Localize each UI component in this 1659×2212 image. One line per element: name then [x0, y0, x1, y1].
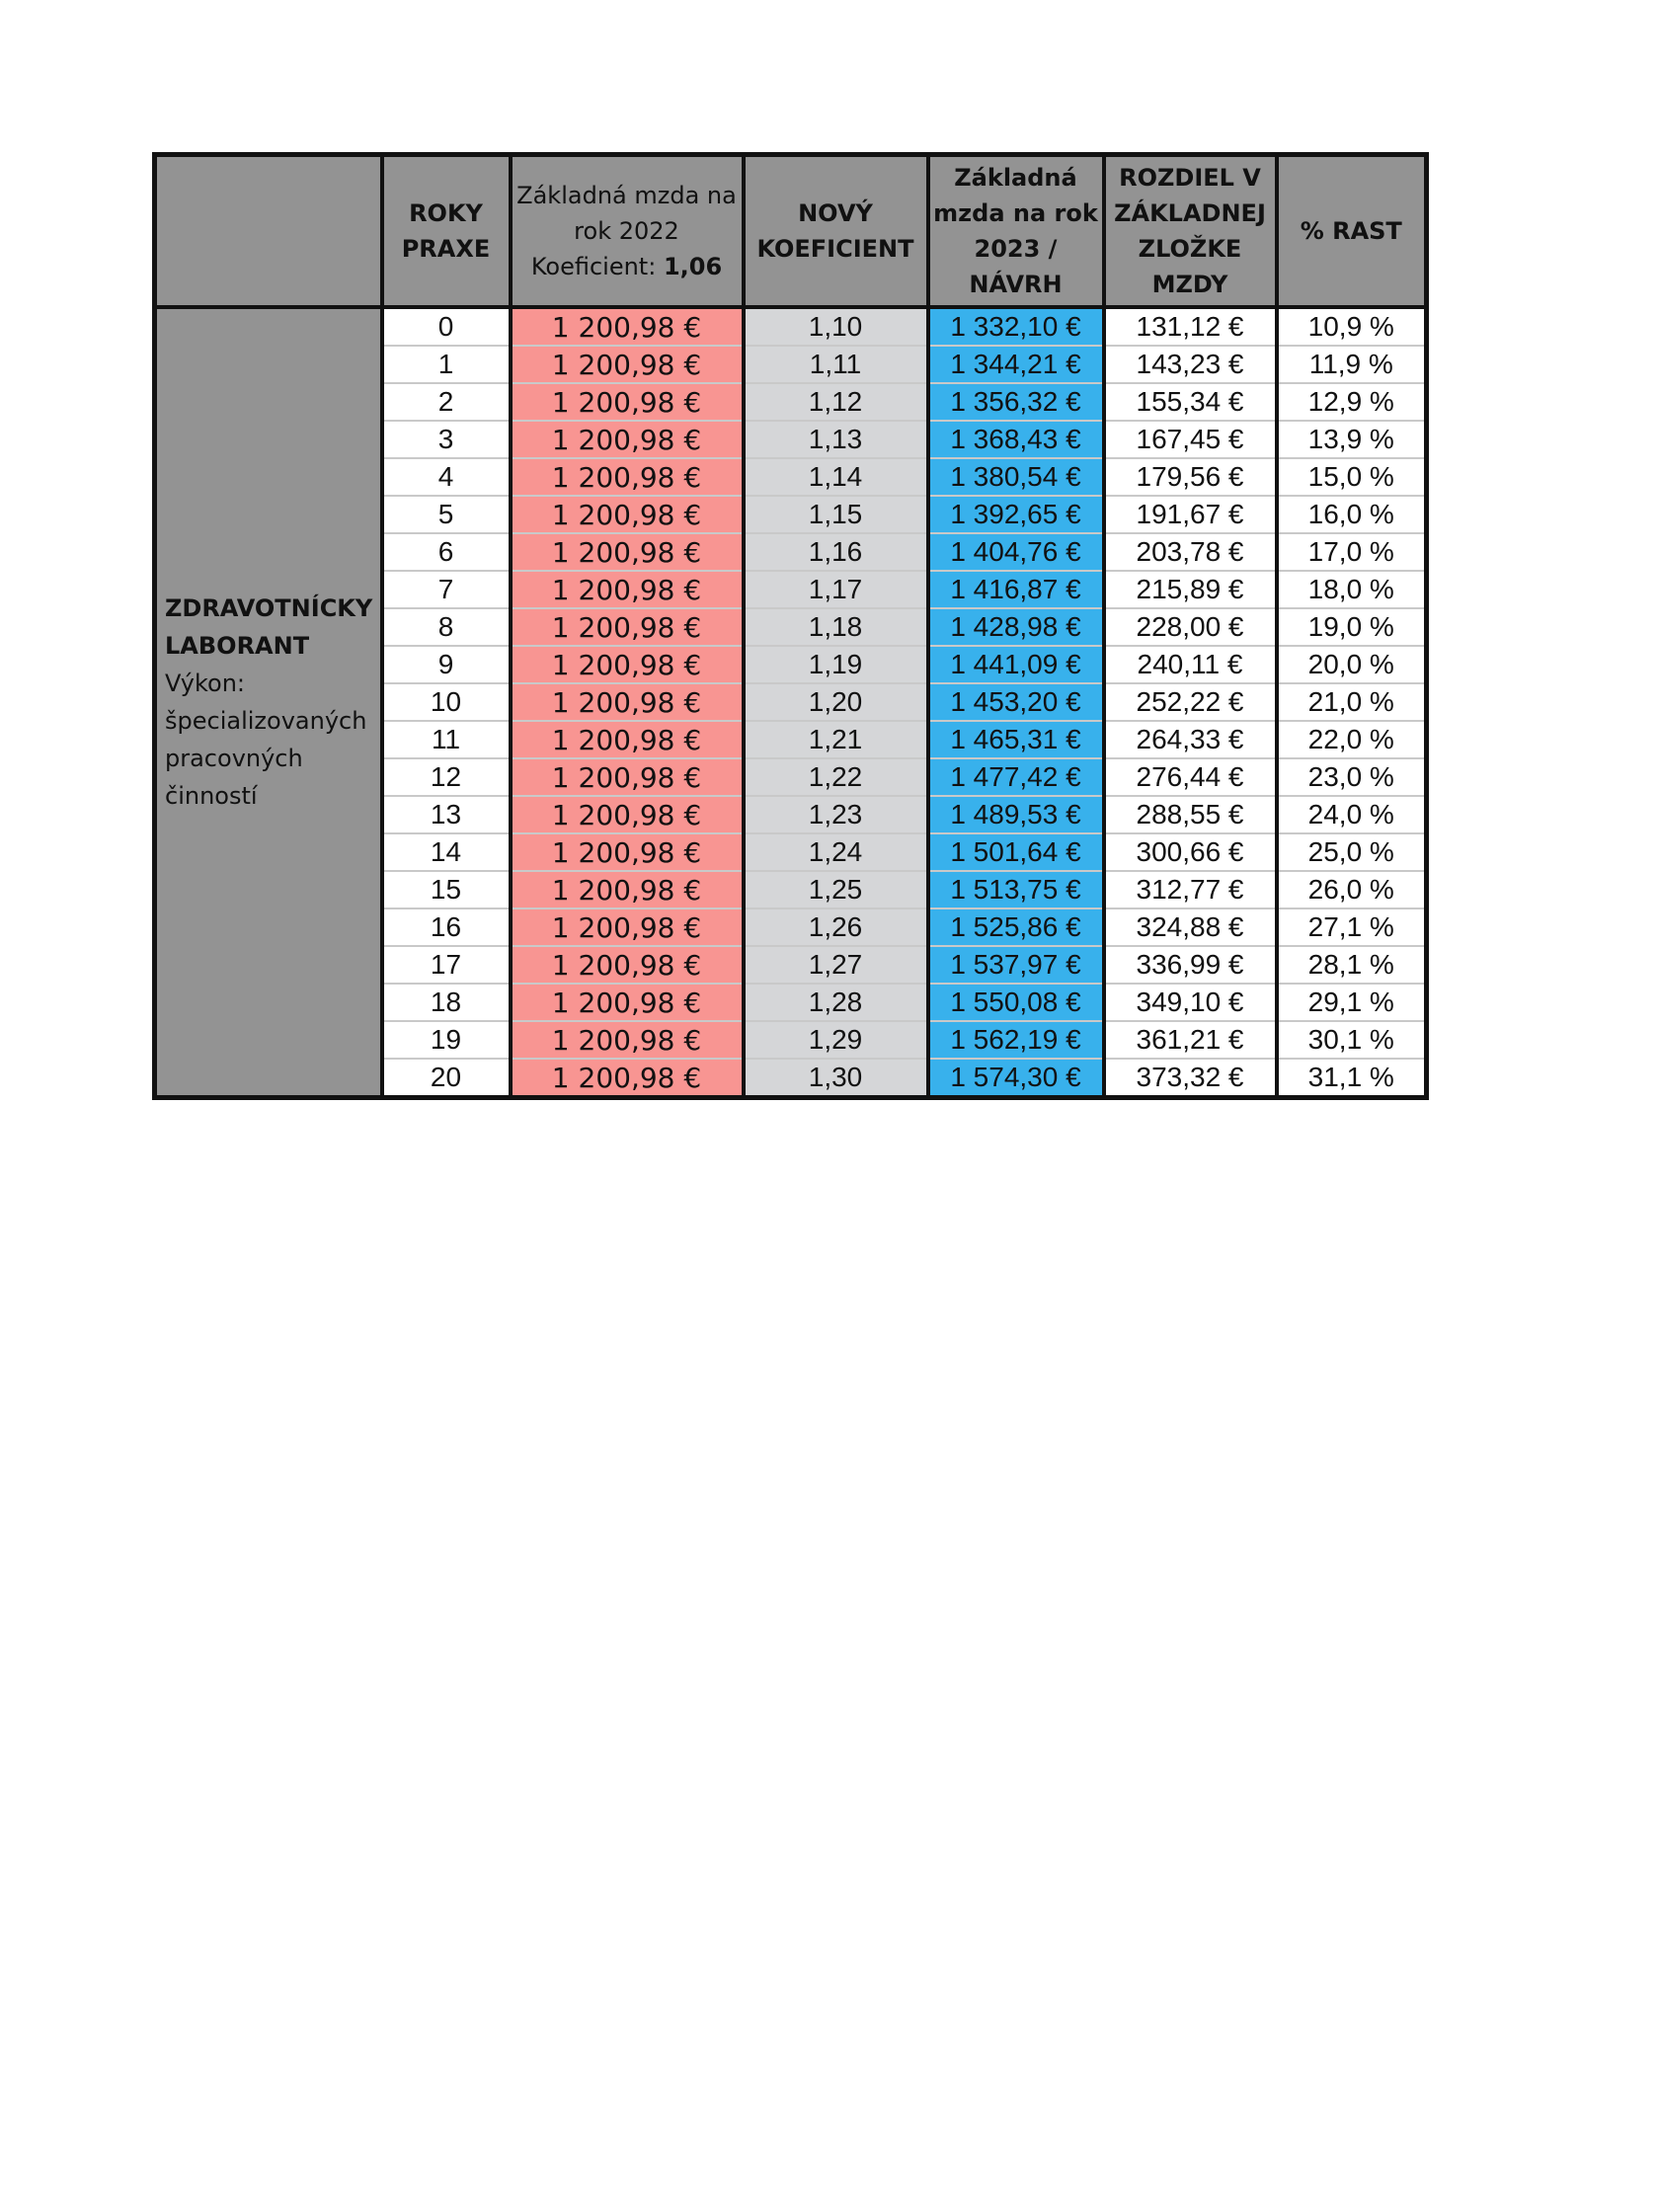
cell-wage-2022: 1 200,98 €: [511, 908, 744, 946]
header-row: [155, 155, 1427, 308]
header-new-coef: NOVÝ KOEFICIENT: [744, 155, 928, 308]
header-coef-label: Koeficient:: [530, 253, 657, 280]
cell-growth: 29,1 %: [1277, 984, 1427, 1021]
cell-growth: 13,9 %: [1277, 421, 1427, 458]
cell-wage-2022: 1 200,98 €: [511, 1059, 744, 1098]
cell-growth: 24,0 %: [1277, 796, 1427, 833]
cell-years: 17: [382, 946, 511, 984]
cell-growth: 25,0 %: [1277, 833, 1427, 871]
cell-growth: 21,0 %: [1277, 683, 1427, 721]
cell-wage-2023: 1 550,08 €: [928, 984, 1104, 1021]
cell-new-coef: 1,14: [744, 458, 928, 496]
cell-difference: 228,00 €: [1104, 608, 1277, 646]
cell-difference: 252,22 €: [1104, 683, 1277, 721]
table-row: [155, 307, 1427, 346]
cell-growth: 16,0 %: [1277, 496, 1427, 533]
cell-wage-2022: 1 200,98 €: [511, 758, 744, 796]
header-difference: ROZDIEL V ZÁKLADNEJ ZLOŽKE MZDY: [1104, 155, 1277, 308]
cell-growth: 15,0 %: [1277, 458, 1427, 496]
cell-new-coef: 1,12: [744, 383, 928, 421]
header-wage-2022-label: Základná mzda na rok 2022: [516, 182, 737, 245]
cell-wage-2022: 1 200,98 €: [511, 383, 744, 421]
cell-new-coef: 1,20: [744, 683, 928, 721]
cell-growth: 26,0 %: [1277, 871, 1427, 908]
cell-wage-2023: 1 465,31 €: [928, 721, 1104, 758]
header-category: [155, 155, 382, 308]
cell-new-coef: 1,10: [744, 307, 928, 346]
cell-new-coef: 1,26: [744, 908, 928, 946]
cell-years: 1: [382, 346, 511, 383]
cell-difference: 312,77 €: [1104, 871, 1277, 908]
cell-wage-2023: 1 332,10 €: [928, 307, 1104, 346]
cell-years: 8: [382, 608, 511, 646]
salary-table: [152, 152, 1429, 1100]
cell-growth: 11,9 %: [1277, 346, 1427, 383]
cell-wage-2022: 1 200,98 €: [511, 833, 744, 871]
cell-years: 9: [382, 646, 511, 683]
cell-new-coef: 1,24: [744, 833, 928, 871]
cell-wage-2023: 1 477,42 €: [928, 758, 1104, 796]
cell-years: 12: [382, 758, 511, 796]
cell-years: 16: [382, 908, 511, 946]
cell-wage-2023: 1 537,97 €: [928, 946, 1104, 984]
cell-difference: 203,78 €: [1104, 533, 1277, 571]
cell-difference: 324,88 €: [1104, 908, 1277, 946]
cell-new-coef: 1,22: [744, 758, 928, 796]
cell-growth: 17,0 %: [1277, 533, 1427, 571]
cell-wage-2022: 1 200,98 €: [511, 871, 744, 908]
cell-new-coef: 1,17: [744, 571, 928, 608]
cell-new-coef: 1,13: [744, 421, 928, 458]
cell-wage-2023: 1 574,30 €: [928, 1059, 1104, 1098]
cell-wage-2023: 1 392,65 €: [928, 496, 1104, 533]
category-cell: [155, 307, 382, 1098]
cell-wage-2022: 1 200,98 €: [511, 608, 744, 646]
cell-new-coef: 1,29: [744, 1021, 928, 1059]
cell-new-coef: 1,27: [744, 946, 928, 984]
cell-new-coef: 1,21: [744, 721, 928, 758]
cell-years: 7: [382, 571, 511, 608]
cell-wage-2023: 1 416,87 €: [928, 571, 1104, 608]
cell-wage-2022: 1 200,98 €: [511, 421, 744, 458]
cell-new-coef: 1,18: [744, 608, 928, 646]
cell-wage-2022: 1 200,98 €: [511, 796, 744, 833]
cell-new-coef: 1,23: [744, 796, 928, 833]
cell-wage-2022: 1 200,98 €: [511, 307, 744, 346]
cell-wage-2023: 1 489,53 €: [928, 796, 1104, 833]
cell-difference: 131,12 €: [1104, 307, 1277, 346]
cell-years: 0: [382, 307, 511, 346]
cell-years: 13: [382, 796, 511, 833]
cell-years: 14: [382, 833, 511, 871]
cell-wage-2022: 1 200,98 €: [511, 683, 744, 721]
cell-difference: 288,55 €: [1104, 796, 1277, 833]
cell-wage-2023: 1 380,54 €: [928, 458, 1104, 496]
cell-growth: 19,0 %: [1277, 608, 1427, 646]
cell-new-coef: 1,11: [744, 346, 928, 383]
cell-growth: 28,1 %: [1277, 946, 1427, 984]
cell-new-coef: 1,25: [744, 871, 928, 908]
category-subtitle: Výkon: špecializovaných pracovných činností: [165, 670, 367, 810]
cell-new-coef: 1,16: [744, 533, 928, 571]
cell-new-coef: 1,15: [744, 496, 928, 533]
cell-wage-2023: 1 501,64 €: [928, 833, 1104, 871]
cell-growth: 10,9 %: [1277, 307, 1427, 346]
cell-wage-2023: 1 368,43 €: [928, 421, 1104, 458]
header-growth: % RAST: [1277, 155, 1427, 308]
cell-years: 19: [382, 1021, 511, 1059]
cell-wage-2022: 1 200,98 €: [511, 1021, 744, 1059]
header-wage-2022: [511, 155, 744, 308]
cell-difference: 240,11 €: [1104, 646, 1277, 683]
cell-years: 6: [382, 533, 511, 571]
cell-wage-2022: 1 200,98 €: [511, 533, 744, 571]
cell-wage-2022: 1 200,98 €: [511, 571, 744, 608]
cell-wage-2022: 1 200,98 €: [511, 646, 744, 683]
table-body: [155, 307, 1427, 1098]
cell-growth: 31,1 %: [1277, 1059, 1427, 1098]
cell-growth: 27,1 %: [1277, 908, 1427, 946]
cell-years: 11: [382, 721, 511, 758]
cell-growth: 23,0 %: [1277, 758, 1427, 796]
cell-difference: 349,10 €: [1104, 984, 1277, 1021]
cell-difference: 215,89 €: [1104, 571, 1277, 608]
cell-years: 4: [382, 458, 511, 496]
cell-difference: 155,34 €: [1104, 383, 1277, 421]
cell-wage-2023: 1 513,75 €: [928, 871, 1104, 908]
cell-years: 15: [382, 871, 511, 908]
cell-years: 18: [382, 984, 511, 1021]
cell-growth: 30,1 %: [1277, 1021, 1427, 1059]
cell-difference: 167,45 €: [1104, 421, 1277, 458]
header-coef-value: 1,06: [663, 253, 723, 280]
cell-wage-2022: 1 200,98 €: [511, 984, 744, 1021]
cell-wage-2023: 1 404,76 €: [928, 533, 1104, 571]
cell-wage-2022: 1 200,98 €: [511, 946, 744, 984]
cell-difference: 179,56 €: [1104, 458, 1277, 496]
cell-wage-2023: 1 562,19 €: [928, 1021, 1104, 1059]
cell-growth: 22,0 %: [1277, 721, 1427, 758]
cell-difference: 361,21 €: [1104, 1021, 1277, 1059]
cell-wage-2022: 1 200,98 €: [511, 458, 744, 496]
cell-years: 10: [382, 683, 511, 721]
cell-years: 5: [382, 496, 511, 533]
cell-wage-2023: 1 525,86 €: [928, 908, 1104, 946]
cell-difference: 191,67 €: [1104, 496, 1277, 533]
cell-wage-2022: 1 200,98 €: [511, 721, 744, 758]
cell-years: 20: [382, 1059, 511, 1098]
cell-difference: 276,44 €: [1104, 758, 1277, 796]
cell-new-coef: 1,30: [744, 1059, 928, 1098]
cell-wage-2023: 1 356,32 €: [928, 383, 1104, 421]
cell-wage-2022: 1 200,98 €: [511, 496, 744, 533]
header-years: ROKY PRAXE: [382, 155, 511, 308]
cell-growth: 12,9 %: [1277, 383, 1427, 421]
cell-wage-2023: 1 441,09 €: [928, 646, 1104, 683]
cell-new-coef: 1,19: [744, 646, 928, 683]
cell-years: 3: [382, 421, 511, 458]
cell-difference: 143,23 €: [1104, 346, 1277, 383]
cell-difference: 336,99 €: [1104, 946, 1277, 984]
cell-difference: 264,33 €: [1104, 721, 1277, 758]
cell-years: 2: [382, 383, 511, 421]
cell-growth: 18,0 %: [1277, 571, 1427, 608]
cell-difference: 373,32 €: [1104, 1059, 1277, 1098]
cell-wage-2023: 1 344,21 €: [928, 346, 1104, 383]
cell-wage-2023: 1 428,98 €: [928, 608, 1104, 646]
cell-growth: 20,0 %: [1277, 646, 1427, 683]
cell-wage-2023: 1 453,20 €: [928, 683, 1104, 721]
cell-difference: 300,66 €: [1104, 833, 1277, 871]
header-wage-2023: Základná mzda na rok 2023 / NÁVRH: [928, 155, 1104, 308]
cell-wage-2022: 1 200,98 €: [511, 346, 744, 383]
cell-new-coef: 1,28: [744, 984, 928, 1021]
category-title: ZDRAVOTNÍCKY LABORANT: [165, 594, 373, 660]
